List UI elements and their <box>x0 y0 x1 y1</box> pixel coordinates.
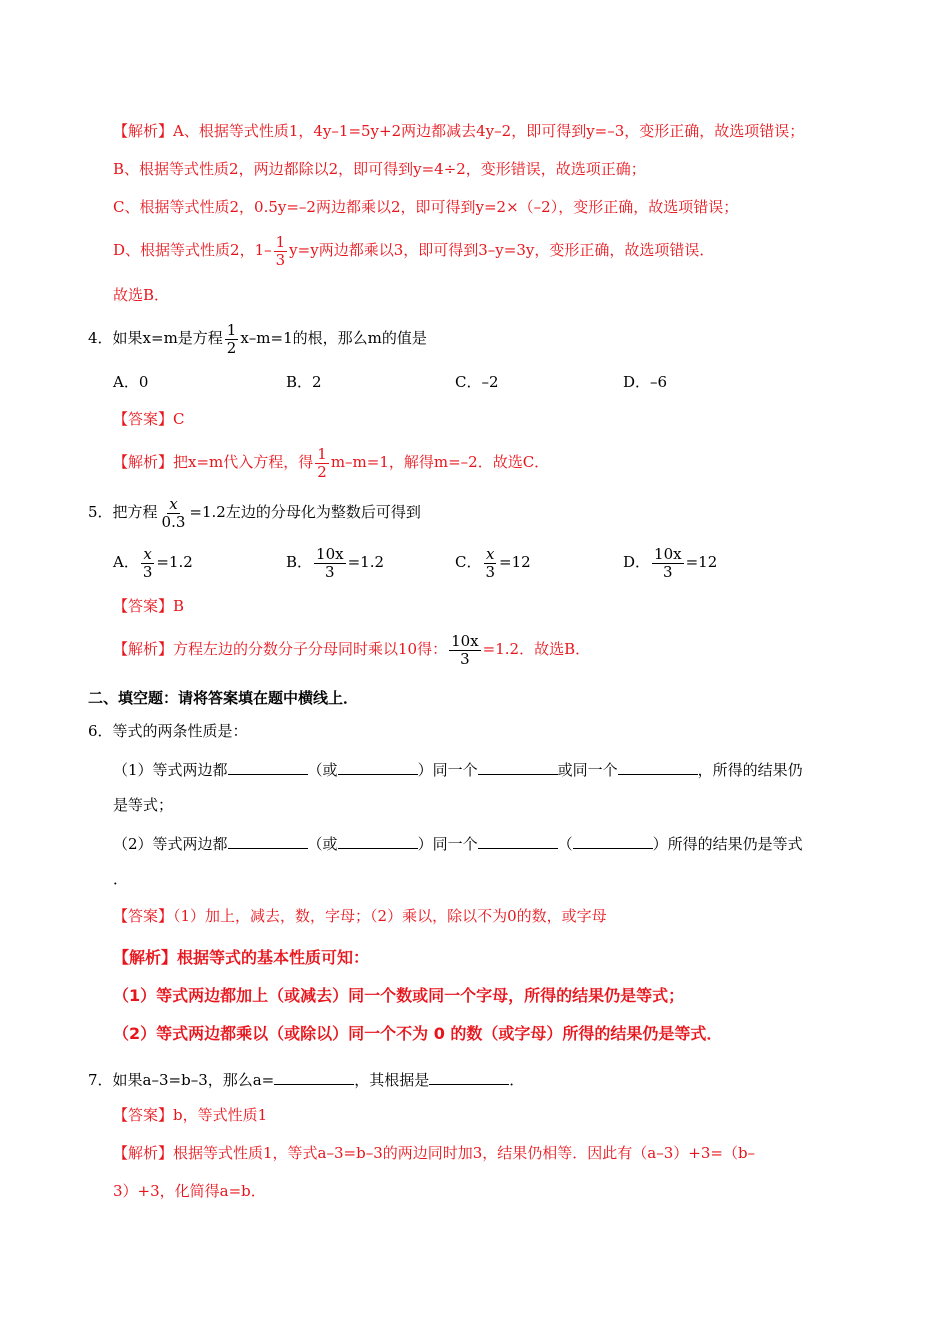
q5-option-c-num: x <box>486 544 495 563</box>
q3-analysis-a: 【解析】A、根据等式性质1，4y–1=5y+2两边都减去4y–2，即可得到y=–3，变形正确，故选项错误； <box>113 122 805 140</box>
q4-option-d: D．–6 <box>623 373 668 391</box>
q5-option-b-den: 3 <box>325 562 335 581</box>
q4-option-b: B．2 <box>286 373 322 391</box>
q5-option-a-rhs: =1.2 <box>156 553 193 571</box>
q5-answer: 【答案】B <box>113 597 185 615</box>
q5-option-d-den: 3 <box>663 562 673 581</box>
q3-analysis-b: B、根据等式性质2，两边都除以2，即可得到y=4÷2，变形错误，故选项正确； <box>113 160 646 178</box>
q6-p2-b: （或 <box>307 835 338 853</box>
q3-analysis-d-pre: D、根据等式性质2，1– <box>113 241 272 259</box>
q7-blank-1[interactable] <box>274 1068 354 1085</box>
q6-analysis-2: （2）等式两边都乘以（或除以）同一个不为 0 的数（或字母）所得的结果仍是等式． <box>113 1024 723 1043</box>
q5-option-c-rhs: =12 <box>499 553 531 571</box>
q3-analysis-c: C、根据等式性质2，0.5y=–2两边都乘以2，即可得到y=2×（–2），变形正确，故选项错误； <box>113 198 739 216</box>
q6-blank-3[interactable] <box>478 758 558 775</box>
q4-analysis-frac-den: 2 <box>317 462 327 481</box>
q6-property-2 <box>113 832 803 854</box>
q5-option-b-rhs: =1.2 <box>347 553 385 571</box>
q5-analysis-pre: 【解析】方程左边的分数分子分母同时乘以10得： <box>113 640 448 658</box>
q7-analysis-1: 【解析】根据等式性质1，等式a–3=b–3的两边同时加3，结果仍相等．因此有（a–3）+3=（b– <box>113 1144 756 1162</box>
q5-option-d-num: 10x <box>654 544 682 563</box>
q4-stem <box>88 318 427 358</box>
q6-p2-d: （ <box>557 835 573 853</box>
q3-analysis-d <box>113 230 714 270</box>
q7-stem-b: ，其根据是 <box>354 1071 430 1089</box>
q5-option-c-den: 3 <box>485 562 496 581</box>
q6-analysis-title: 【解析】根据等式的基本性质可知： <box>113 948 370 967</box>
q4-analysis-post: m–m=1，解得m=–2．故选C． <box>330 453 550 471</box>
q5-option-d-rhs: =12 <box>685 553 718 571</box>
q5-option-c-fraction <box>483 546 497 581</box>
q5-option-a <box>113 542 193 582</box>
q4-option-c: C．–2 <box>455 373 499 391</box>
q6-answer: 【答案】（1）加上，减去，数，字母；（2）乘以，除以不为0的数，或字母 <box>113 907 607 925</box>
q6-p1-b: （或 <box>307 761 338 779</box>
q7-blank-2[interactable] <box>429 1068 509 1085</box>
q7-stem-c: ． <box>509 1071 525 1089</box>
q7-stem-a: 7．如果a–3=b–3，那么a= <box>88 1071 275 1089</box>
q5-option-b <box>286 542 384 582</box>
q7-analysis-2: 3）+3，化简得a=b． <box>113 1182 266 1200</box>
q7-stem <box>88 1068 524 1090</box>
q4-stem-fraction <box>225 322 239 357</box>
q5-stem-fraction <box>160 496 188 531</box>
q4-frac-num: 1 <box>226 320 237 339</box>
q3-analysis-d-fraction <box>274 234 288 269</box>
q5-analysis-post: =1.2．故选B． <box>482 640 591 658</box>
q4-stem-pre: 4．如果x=m是方程 <box>88 329 223 347</box>
q6-blank-4[interactable] <box>618 758 698 775</box>
q5-option-c <box>455 542 531 582</box>
q5-option-b-label: B． <box>286 553 313 571</box>
q4-analysis-frac-num: 1 <box>317 444 327 463</box>
q6-p1-continuation: 是等式； <box>113 796 174 814</box>
q6-blank-8[interactable] <box>573 832 653 849</box>
q5-stem-pre: 5．把方程 <box>88 503 158 521</box>
q5-frac-den: 0.3 <box>161 512 186 531</box>
q4-frac-den: 2 <box>226 338 237 357</box>
q6-blank-5[interactable] <box>228 832 308 849</box>
q6-p1-a: （1）等式两边都 <box>113 761 228 779</box>
q5-option-d-label: D． <box>623 553 651 571</box>
q6-p1-c: ）同一个 <box>417 761 478 779</box>
q6-p2-continuation: ． <box>113 870 129 888</box>
q6-blank-6[interactable] <box>338 832 418 849</box>
q3-choose: 故选B． <box>113 286 170 304</box>
q6-blank-2[interactable] <box>338 758 418 775</box>
q5-option-a-label: A． <box>113 553 139 571</box>
q3-analysis-d-post: y=y两边都乘以3，即可得到3–y=3y，变形正确，故选项错误． <box>289 241 715 259</box>
q3-analysis-d-frac-num: 1 <box>275 232 286 251</box>
q6-p2-e: ）所得的结果仍是等式 <box>652 835 803 853</box>
q5-option-c-label: C． <box>455 553 482 571</box>
q5-option-a-num: x <box>143 544 152 563</box>
q4-option-a: A．0 <box>113 373 149 391</box>
q6-p2-a: （2）等式两边都 <box>113 835 228 853</box>
q5-analysis-fraction <box>449 633 481 668</box>
q5-option-b-num: 10x <box>316 544 344 563</box>
q3-analysis-d-frac-den: 3 <box>275 250 286 269</box>
q6-blank-1[interactable] <box>228 758 308 775</box>
q4-analysis-pre: 【解析】把x=m代入方程，得 <box>113 453 314 471</box>
q4-answer: 【答案】C <box>113 410 185 428</box>
q5-option-a-den: 3 <box>142 562 153 581</box>
q5-option-d-fraction <box>652 546 684 581</box>
q5-option-b-fraction <box>314 546 346 581</box>
q5-option-d <box>623 542 717 582</box>
q6-p1-d: 或同一个 <box>557 761 618 779</box>
q5-stem <box>88 492 421 532</box>
q6-p1-e: ，所得的结果仍 <box>697 761 803 779</box>
q5-analysis <box>113 629 590 669</box>
q6-stem: 6．等式的两条性质是： <box>88 722 248 740</box>
q7-answer: 【答案】b，等式性质1 <box>113 1106 268 1124</box>
q5-analysis-frac-num: 10x <box>451 631 479 650</box>
q5-option-a-fraction <box>141 546 155 581</box>
q6-analysis-1: （1）等式两边都加上（或减去）同一个数或同一个字母，所得的结果仍是等式； <box>113 986 685 1005</box>
q6-blank-7[interactable] <box>478 832 558 849</box>
q6-p2-c: ）同一个 <box>417 835 478 853</box>
q6-property-1 <box>113 758 803 780</box>
section2-title: 二、填空题：请将答案填在题中横线上． <box>88 689 359 707</box>
q4-analysis <box>113 442 549 482</box>
q5-frac-num: x <box>169 494 178 513</box>
q4-analysis-fraction <box>315 446 329 481</box>
q5-analysis-frac-den: 3 <box>460 649 470 668</box>
q4-stem-post: x–m=1的根，那么m的值是 <box>240 329 427 347</box>
q5-stem-post: =1.2左边的分母化为整数后可得到 <box>189 503 421 521</box>
